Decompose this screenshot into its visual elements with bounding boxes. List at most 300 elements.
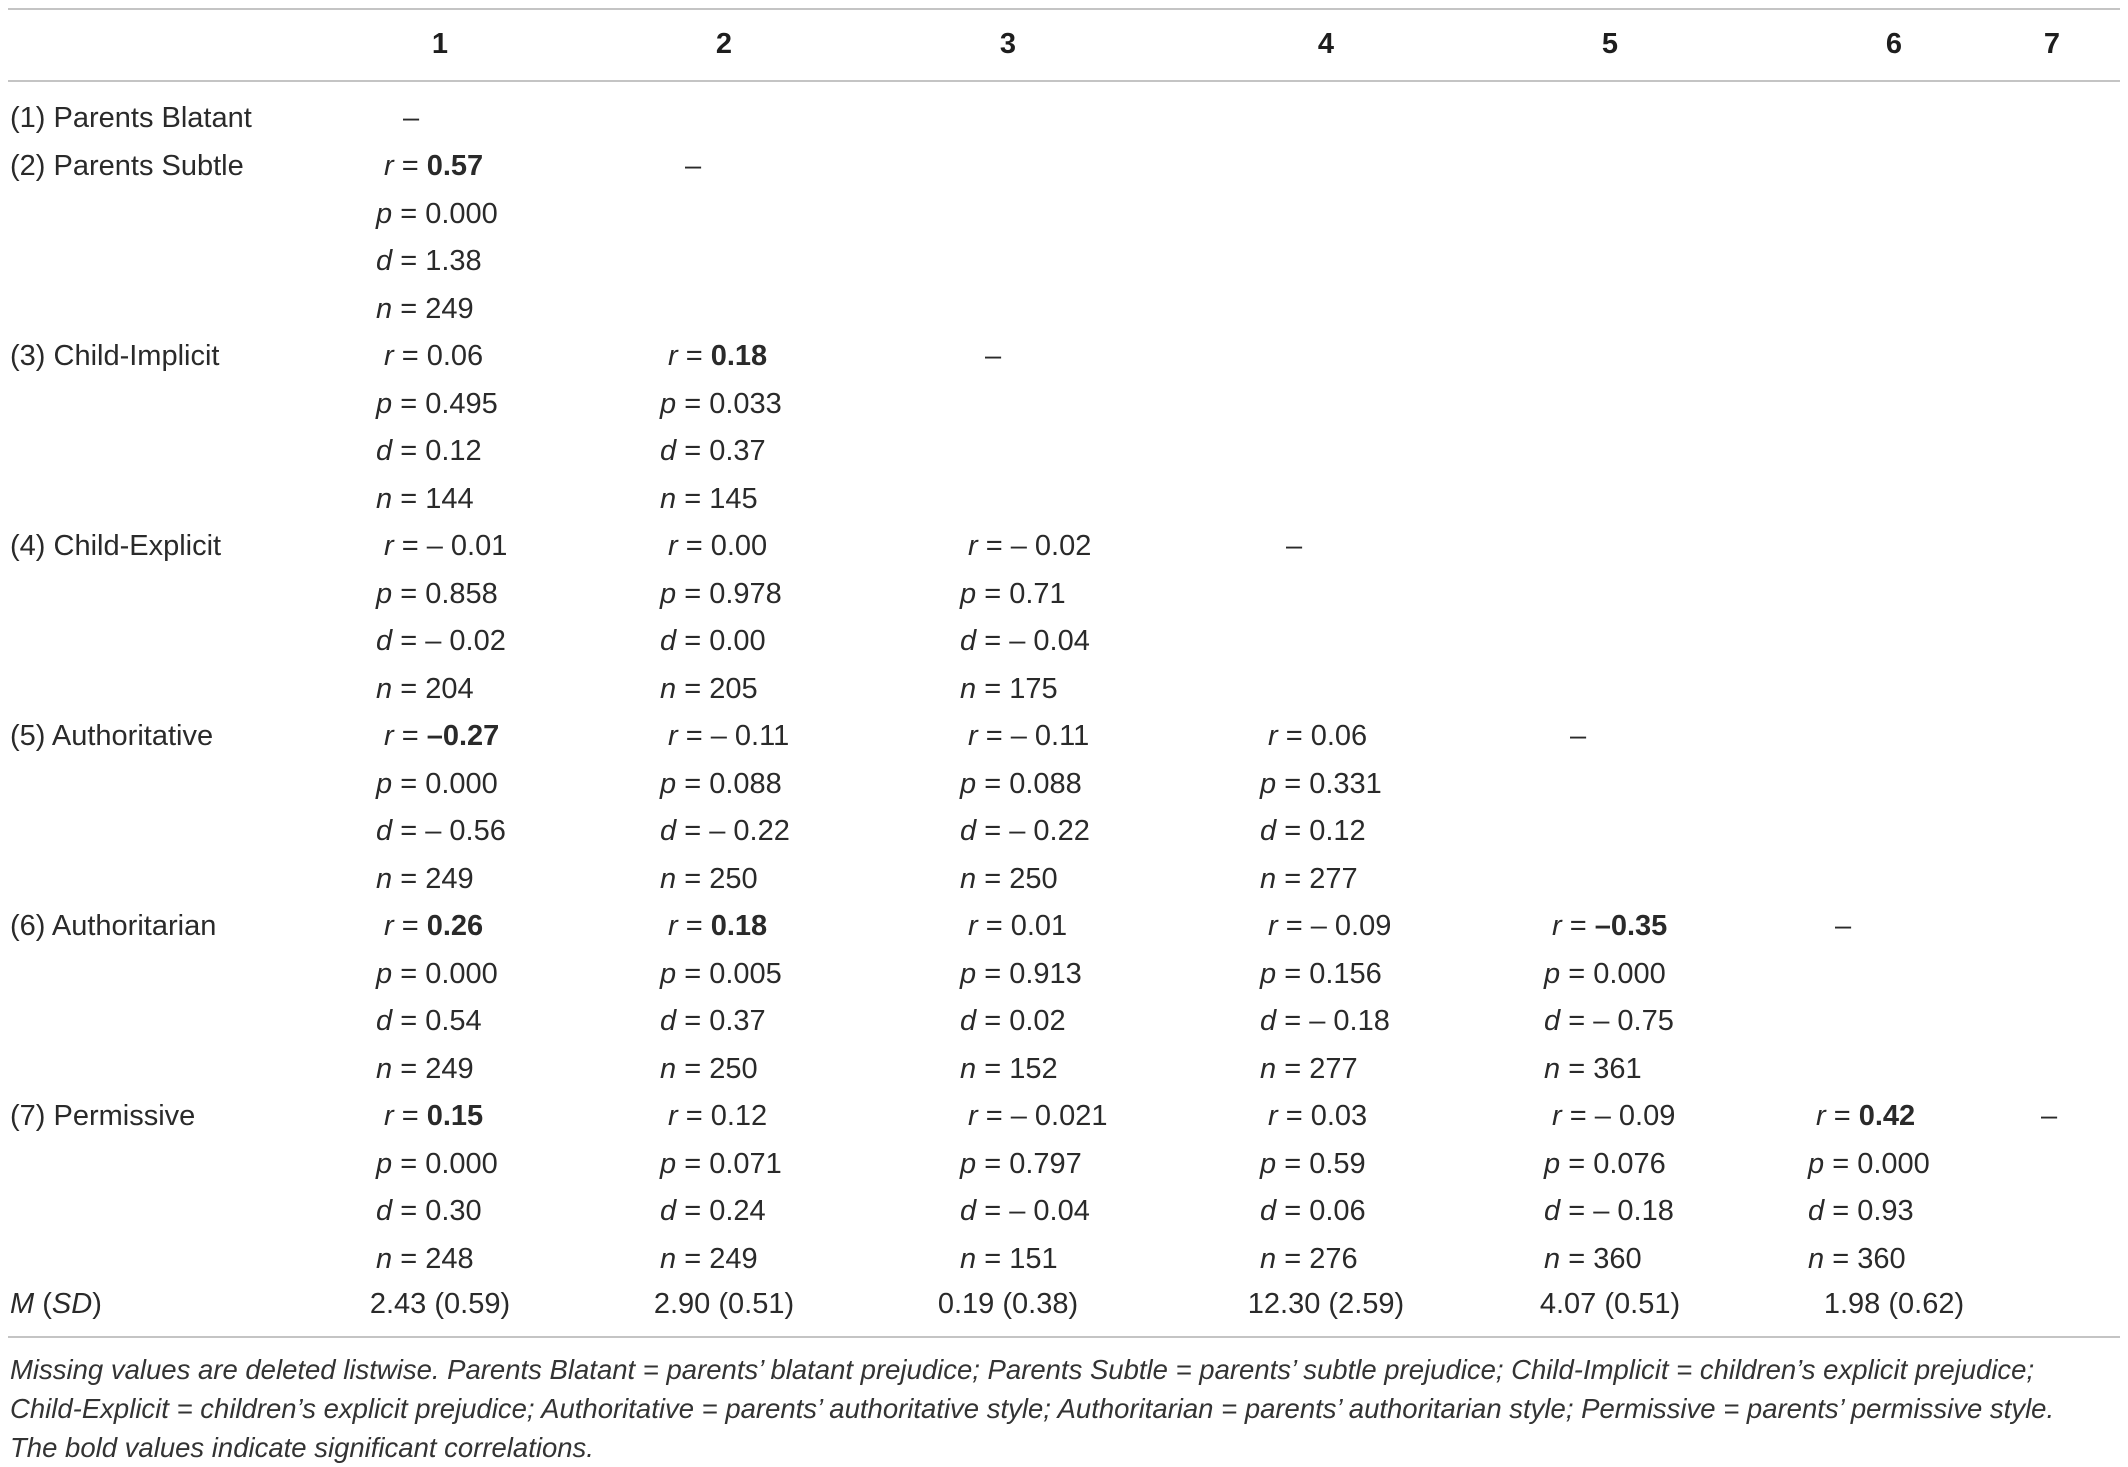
- stat-number: 360: [1593, 1242, 1642, 1275]
- equals-sign: =: [392, 815, 426, 847]
- stat-symbol-n: n: [960, 1052, 977, 1085]
- stat-n-value: [660, 1243, 758, 1276]
- stat-number: 204: [425, 672, 474, 705]
- stat-number: 0.42: [1858, 1100, 1916, 1132]
- stat-number: 0.71: [1009, 577, 1066, 610]
- stat-d-value: [376, 245, 482, 278]
- stat-symbol-p: p: [960, 957, 977, 990]
- stat-number: 0.26: [426, 910, 484, 942]
- stat-symbol-p: p: [1544, 957, 1561, 990]
- stat-symbol-n: n: [1260, 862, 1277, 895]
- stat-number: 0.000: [1593, 957, 1666, 990]
- stat-n-value: [1544, 1053, 1642, 1086]
- stat-number: 0.12: [1309, 815, 1366, 847]
- stat-number: 0.00: [709, 625, 766, 657]
- stat-number: 0.000: [425, 957, 498, 990]
- stat-symbol-r: r: [668, 340, 678, 372]
- stat-symbol-n: n: [960, 862, 977, 895]
- stat-d-value: [1260, 1005, 1390, 1038]
- equals-sign: =: [1276, 1052, 1310, 1085]
- stat-number: – 0.11: [710, 720, 790, 752]
- stat-r-value: [668, 340, 767, 373]
- stat-symbol-r: r: [968, 1100, 978, 1132]
- stat-n-value: [660, 1053, 758, 1086]
- stat-symbol-p: p: [960, 767, 977, 800]
- stat-symbol-r: r: [384, 340, 394, 372]
- stat-number: 0.03: [1310, 1100, 1368, 1132]
- table-header-rule: [8, 80, 2120, 82]
- equals-sign: =: [976, 815, 1010, 847]
- stat-r-value: [968, 720, 1089, 753]
- stat-symbol-r: r: [384, 1100, 394, 1132]
- stat-p-value: [1808, 1148, 1930, 1181]
- stat-number: 250: [1009, 862, 1058, 895]
- equals-sign: =: [976, 1147, 1010, 1180]
- equals-sign: =: [976, 672, 1010, 705]
- stat-symbol-n: n: [660, 1242, 677, 1275]
- stat-symbol-d: d: [376, 1195, 393, 1227]
- equals-sign: =: [392, 1147, 426, 1180]
- equals-sign: =: [1561, 910, 1595, 942]
- stat-symbol-r: r: [1552, 1100, 1562, 1132]
- equals-sign: =: [676, 815, 710, 847]
- stat-r-value: [384, 720, 499, 753]
- stat-p-value: [660, 958, 782, 991]
- stat-symbol-n: n: [660, 1052, 677, 1085]
- stat-number: 0.54: [425, 1005, 482, 1037]
- column-header-5: 5: [1601, 28, 1619, 60]
- stat-number: 249: [425, 292, 474, 325]
- stat-number: –0.35: [1594, 910, 1668, 942]
- footnote-line: Child-Explicit = children’s explicit prejudice; Authoritative = parents’ authoritative style; Authoritarian = parents’ authoritarian style; Permissive = parents’ permissive style.: [10, 1393, 2055, 1424]
- stat-symbol-p: p: [1260, 767, 1277, 800]
- stat-number: 0.93: [1857, 1195, 1914, 1227]
- stat-symbol-d: d: [376, 245, 393, 277]
- stat-number: 0.57: [426, 150, 484, 182]
- equals-sign: =: [676, 767, 710, 800]
- equals-sign: =: [976, 957, 1010, 990]
- stat-symbol-d: d: [1808, 1195, 1825, 1227]
- stat-r-value: [384, 340, 483, 373]
- stat-n-value: [376, 673, 474, 706]
- stat-number: 0.01: [1010, 910, 1068, 942]
- stat-number: 0.59: [1309, 1147, 1366, 1180]
- stat-n-value: [960, 1053, 1058, 1086]
- stat-r-value: [1552, 910, 1667, 943]
- equals-sign: =: [676, 672, 710, 705]
- equals-sign: =: [976, 1005, 1010, 1037]
- stat-symbol-r: r: [384, 720, 394, 752]
- stat-symbol-p: p: [376, 1147, 393, 1180]
- stat-number: – 0.56: [425, 815, 506, 847]
- stat-symbol-r: r: [668, 1100, 678, 1132]
- diagonal-dash: –: [1570, 720, 1587, 752]
- stat-n-value: [376, 483, 474, 516]
- equals-sign: =: [677, 530, 711, 562]
- equals-sign: =: [1277, 910, 1311, 942]
- stat-r-value: [384, 530, 507, 563]
- stat-symbol-n: n: [1544, 1052, 1561, 1085]
- stat-p-value: [1260, 958, 1382, 991]
- stat-symbol-d: d: [1544, 1005, 1561, 1037]
- stat-symbol-d: d: [1260, 1195, 1277, 1227]
- equals-sign: =: [392, 767, 426, 800]
- stat-number: 0.02: [1009, 1005, 1066, 1037]
- stat-d-value: [376, 625, 506, 658]
- equals-sign: =: [676, 387, 710, 420]
- equals-sign: =: [1825, 1100, 1859, 1132]
- mean-sd-value: 1.98 (0.62): [1823, 1288, 1965, 1320]
- stat-symbol-d: d: [660, 815, 677, 847]
- stat-symbol-d: d: [376, 625, 393, 657]
- stat-symbol-p: p: [1260, 1147, 1277, 1180]
- stat-number: 1.38: [425, 245, 482, 277]
- stat-symbol-d: d: [660, 625, 677, 657]
- equals-sign: =: [392, 625, 426, 657]
- equals-sign: =: [392, 245, 426, 277]
- stat-symbol-n: n: [376, 1052, 393, 1085]
- stat-number: 0.37: [709, 1005, 766, 1037]
- stat-p-value: [1544, 958, 1666, 991]
- stat-symbol-p: p: [660, 577, 677, 610]
- equals-sign: =: [1277, 1100, 1311, 1132]
- stat-symbol-n: n: [1260, 1052, 1277, 1085]
- stat-symbol-r: r: [968, 720, 978, 752]
- equals-sign: =: [1560, 1147, 1594, 1180]
- stat-number: 151: [1009, 1242, 1058, 1275]
- stat-r-value: [668, 530, 767, 563]
- stat-d-value: [1544, 1195, 1674, 1228]
- equals-sign: =: [1276, 1195, 1310, 1227]
- stat-symbol-r: r: [1552, 910, 1562, 942]
- stat-number: 360: [1857, 1242, 1906, 1275]
- equals-sign: =: [393, 720, 427, 752]
- equals-sign: =: [976, 1242, 1010, 1275]
- equals-sign: =: [392, 387, 426, 420]
- stat-number: 0.24: [709, 1195, 766, 1227]
- stat-symbol-d: d: [660, 1005, 677, 1037]
- stat-symbol-d: d: [376, 1005, 393, 1037]
- stat-number: 0.033: [709, 387, 782, 420]
- stat-p-value: [376, 1148, 498, 1181]
- column-header-2: 2: [715, 28, 733, 60]
- stat-r-value: [1268, 720, 1367, 753]
- equals-sign: =: [977, 530, 1011, 562]
- stat-symbol-n: n: [376, 1242, 393, 1275]
- stat-number: 277: [1309, 862, 1358, 895]
- stat-number: 0.071: [709, 1147, 782, 1180]
- table-bottom-rule: [8, 1336, 2120, 1338]
- stat-n-value: [1544, 1243, 1642, 1276]
- stat-p-value: [376, 768, 498, 801]
- stat-number: – 0.18: [1593, 1195, 1674, 1227]
- stat-symbol-d: d: [660, 435, 677, 467]
- stat-symbol-d: d: [376, 435, 393, 467]
- stat-symbol-p: p: [376, 767, 393, 800]
- equals-sign: =: [977, 1100, 1011, 1132]
- stat-number: 250: [709, 862, 758, 895]
- stat-number: 0.858: [425, 577, 498, 610]
- stat-n-value: [376, 1053, 474, 1086]
- stat-symbol-p: p: [960, 577, 977, 610]
- stat-n-value: [960, 673, 1058, 706]
- stat-d-value: [376, 1005, 482, 1038]
- stat-number: 0.000: [1857, 1147, 1930, 1180]
- stat-number: – 0.04: [1009, 1195, 1090, 1227]
- stat-symbol-n: n: [1260, 1242, 1277, 1275]
- stat-p-value: [376, 578, 498, 611]
- stat-d-value: [660, 1005, 766, 1038]
- equals-sign: =: [676, 577, 710, 610]
- stat-d-value: [960, 1005, 1066, 1038]
- stat-number: 0.06: [1310, 720, 1368, 752]
- stat-p-value: [960, 768, 1082, 801]
- mean-sd-value: 0.19 (0.38): [937, 1288, 1079, 1320]
- equals-sign: =: [676, 862, 710, 895]
- stat-n-value: [1808, 1243, 1906, 1276]
- equals-sign: =: [1824, 1242, 1858, 1275]
- equals-sign: =: [976, 577, 1010, 610]
- equals-sign: =: [1276, 1005, 1310, 1037]
- diagonal-dash: –: [2041, 1100, 2058, 1132]
- column-header-3: 3: [999, 28, 1017, 60]
- stat-number: 0.005: [709, 957, 782, 990]
- equals-sign: =: [676, 1195, 710, 1227]
- stat-n-value: [376, 1243, 474, 1276]
- stat-n-value: [960, 1243, 1058, 1276]
- stat-r-value: [1268, 910, 1391, 943]
- stat-number: 0.088: [709, 767, 782, 800]
- stat-symbol-n: n: [1808, 1242, 1825, 1275]
- stat-symbol-d: d: [960, 815, 977, 847]
- stat-symbol-r: r: [384, 910, 394, 942]
- stat-symbol-d: d: [960, 1195, 977, 1227]
- stat-r-value: [384, 150, 483, 183]
- stat-p-value: [1260, 1148, 1366, 1181]
- stat-n-value: [1260, 1053, 1358, 1086]
- equals-sign: =: [1560, 1005, 1594, 1037]
- equals-sign: =: [1276, 815, 1310, 847]
- stat-d-value: [1808, 1195, 1914, 1228]
- stat-d-value: [660, 1195, 766, 1228]
- stat-number: – 0.021: [1010, 1100, 1108, 1132]
- equals-sign: =: [393, 910, 427, 942]
- table-top-rule: [8, 8, 2120, 10]
- equals-sign: =: [392, 292, 426, 325]
- stat-symbol-r: r: [968, 910, 978, 942]
- equals-sign: =: [392, 672, 426, 705]
- stat-number: 276: [1309, 1242, 1358, 1275]
- equals-sign: =: [1276, 1147, 1310, 1180]
- stat-n-value: [1260, 863, 1358, 896]
- row-label: (6) Authoritarian: [10, 910, 217, 942]
- equals-sign: =: [1560, 1195, 1594, 1227]
- equals-sign: =: [393, 1100, 427, 1132]
- equals-sign: =: [977, 720, 1011, 752]
- stat-number: – 0.04: [1009, 625, 1090, 657]
- stat-symbol-p: p: [1544, 1147, 1561, 1180]
- equals-sign: =: [676, 435, 710, 467]
- equals-sign: =: [392, 1195, 426, 1227]
- stat-number: 0.331: [1309, 767, 1382, 800]
- stat-r-value: [968, 530, 1091, 563]
- diagonal-dash: –: [1286, 530, 1303, 562]
- column-header-4: 4: [1317, 28, 1335, 60]
- stat-number: 250: [709, 1052, 758, 1085]
- equals-sign: =: [677, 1100, 711, 1132]
- stat-d-value: [1260, 1195, 1366, 1228]
- mean-sd-value: 4.07 (0.51): [1539, 1288, 1681, 1320]
- stat-n-value: [960, 863, 1058, 896]
- equals-sign: =: [1824, 1195, 1858, 1227]
- equals-sign: =: [1276, 1242, 1310, 1275]
- stat-number: 0.000: [425, 1147, 498, 1180]
- equals-sign: =: [1276, 767, 1310, 800]
- stat-number: – 0.09: [1594, 1100, 1676, 1132]
- stat-number: – 0.22: [1009, 815, 1090, 847]
- equals-sign: =: [676, 1242, 710, 1275]
- equals-sign: =: [393, 340, 427, 372]
- stat-symbol-p: p: [660, 957, 677, 990]
- equals-sign: =: [976, 862, 1010, 895]
- stat-symbol-p: p: [376, 957, 393, 990]
- stat-d-value: [660, 435, 766, 468]
- equals-sign: =: [392, 435, 426, 467]
- diagonal-dash: –: [1835, 910, 1852, 942]
- equals-sign: =: [976, 625, 1010, 657]
- stat-symbol-p: p: [660, 387, 677, 420]
- stat-d-value: [376, 815, 506, 848]
- stat-number: 0.978: [709, 577, 782, 610]
- stat-symbol-d: d: [660, 1195, 677, 1227]
- stat-symbol-r: r: [1268, 910, 1278, 942]
- equals-sign: =: [676, 482, 710, 515]
- stat-r-value: [968, 1100, 1108, 1133]
- stat-d-value: [376, 1195, 482, 1228]
- stat-symbol-r: r: [384, 150, 394, 182]
- stat-number: 0.37: [709, 435, 766, 467]
- equals-sign: =: [1824, 1147, 1858, 1180]
- stat-d-value: [960, 1195, 1090, 1228]
- stat-p-value: [660, 388, 782, 421]
- stat-number: 249: [425, 1052, 474, 1085]
- stat-symbol-d: d: [376, 815, 393, 847]
- stat-p-value: [1260, 768, 1382, 801]
- stat-symbol-n: n: [376, 482, 393, 515]
- equals-sign: =: [1276, 862, 1310, 895]
- equals-sign: =: [677, 720, 711, 752]
- stat-symbol-p: p: [660, 1147, 677, 1180]
- stat-d-value: [1544, 1005, 1674, 1038]
- row-label: (2) Parents Subtle: [10, 150, 244, 182]
- stat-symbol-r: r: [1268, 720, 1278, 752]
- stat-number: 0.06: [1309, 1195, 1366, 1227]
- stat-r-value: [968, 910, 1067, 943]
- stat-symbol-n: n: [960, 672, 977, 705]
- equals-sign: =: [1560, 1242, 1594, 1275]
- stat-number: –0.27: [426, 720, 500, 752]
- row-label: (3) Child-Implicit: [10, 340, 220, 372]
- equals-sign: =: [676, 1052, 710, 1085]
- stat-symbol-p: p: [376, 197, 393, 230]
- stat-r-value: [384, 1100, 483, 1133]
- stat-number: 249: [709, 1242, 758, 1275]
- stat-n-value: [660, 483, 758, 516]
- mean-sd-value: 2.43 (0.59): [369, 1288, 511, 1320]
- stat-symbol-d: d: [1544, 1195, 1561, 1227]
- equals-sign: =: [1276, 957, 1310, 990]
- column-header-7: 7: [2043, 28, 2061, 60]
- stat-number: 277: [1309, 1052, 1358, 1085]
- stat-number: – 0.02: [425, 625, 506, 657]
- stat-symbol-p: p: [1808, 1147, 1825, 1180]
- stat-n-value: [376, 293, 474, 326]
- stat-number: 0.076: [1593, 1147, 1666, 1180]
- stat-symbol-n: n: [660, 482, 677, 515]
- equals-sign: =: [976, 1195, 1010, 1227]
- equals-sign: =: [977, 910, 1011, 942]
- stat-p-value: [660, 768, 782, 801]
- equals-sign: =: [392, 1005, 426, 1037]
- stat-symbol-n: n: [660, 672, 677, 705]
- stat-d-value: [1260, 815, 1366, 848]
- equals-sign: =: [392, 197, 426, 230]
- equals-sign: =: [1560, 957, 1594, 990]
- stat-symbol-p: p: [1260, 957, 1277, 990]
- stat-symbol-r: r: [668, 530, 678, 562]
- stat-r-value: [1552, 1100, 1675, 1133]
- equals-sign: =: [392, 1052, 426, 1085]
- equals-sign: =: [676, 1005, 710, 1037]
- paren-close: ): [92, 1288, 102, 1320]
- column-header-6: 6: [1885, 28, 1903, 60]
- equals-sign: =: [392, 1242, 426, 1275]
- stat-r-value: [668, 910, 767, 943]
- equals-sign: =: [976, 1052, 1010, 1085]
- equals-sign: =: [677, 910, 711, 942]
- equals-sign: =: [676, 625, 710, 657]
- equals-sign: =: [393, 530, 427, 562]
- stat-symbol-n: n: [376, 862, 393, 895]
- stat-r-value: [668, 1100, 767, 1133]
- stat-symbol-n: n: [376, 292, 393, 325]
- stat-d-value: [660, 815, 790, 848]
- stat-number: – 0.22: [709, 815, 790, 847]
- equals-sign: =: [676, 1147, 710, 1180]
- equals-sign: =: [392, 577, 426, 610]
- stat-number: 175: [1009, 672, 1058, 705]
- stat-p-value: [660, 578, 782, 611]
- row-label: (5) Authoritative: [10, 720, 214, 752]
- stat-number: 0.000: [425, 197, 498, 230]
- row-label: (7) Permissive: [10, 1100, 196, 1132]
- stat-symbol-n: n: [660, 862, 677, 895]
- stat-p-value: [660, 1148, 782, 1181]
- stat-number: 0.913: [1009, 957, 1082, 990]
- mean-sd-value: 12.30 (2.59): [1247, 1288, 1405, 1320]
- stat-r-value: [1816, 1100, 1915, 1133]
- stat-number: 0.495: [425, 387, 498, 420]
- stat-n-value: [660, 673, 758, 706]
- stat-symbol-r: r: [384, 530, 394, 562]
- stat-d-value: [960, 625, 1090, 658]
- equals-sign: =: [1561, 1100, 1595, 1132]
- stat-number: 0.088: [1009, 767, 1082, 800]
- diagonal-dash: –: [685, 150, 702, 182]
- stat-number: 0.15: [426, 1100, 484, 1132]
- equals-sign: =: [976, 767, 1010, 800]
- stat-number: 145: [709, 482, 758, 515]
